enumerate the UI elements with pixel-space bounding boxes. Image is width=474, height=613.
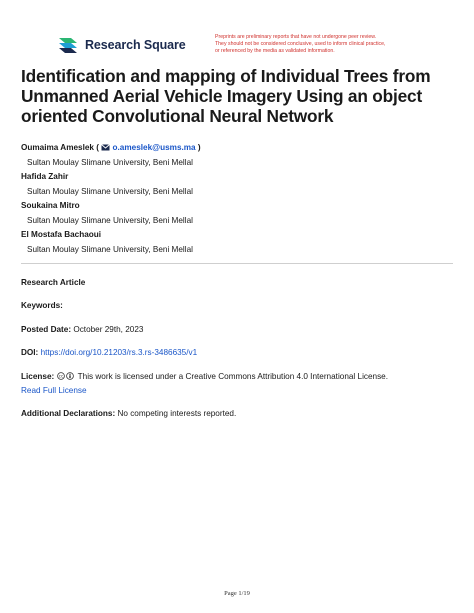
research-square-logo[interactable] <box>57 36 186 54</box>
section-divider <box>21 263 453 264</box>
attribution-icon <box>66 372 74 380</box>
declarations-label: Additional Declarations: <box>21 409 116 418</box>
doi-label: DOI: <box>21 348 39 357</box>
keywords-label: Keywords: <box>21 301 63 310</box>
declarations-value: No competing interests reported. <box>117 409 237 418</box>
author-list <box>21 141 201 257</box>
notice-line: Preprints are preliminary reports that have not undergone peer review. <box>215 34 377 40</box>
posted-date-row <box>21 325 143 334</box>
svg-text:cc: cc <box>58 373 63 379</box>
doi-link[interactable]: https://doi.org/10.21203/rs.3.rs-3486635/v1 <box>40 348 198 357</box>
author-name: Soukaina Mitro <box>21 201 80 210</box>
author-name: Hafida Zahir <box>21 172 69 181</box>
logo-text: Research Square <box>85 38 186 52</box>
author-affiliation: Sultan Moulay Slimane University, Beni Mellal <box>27 245 193 254</box>
mail-icon <box>101 144 110 151</box>
author-name: Oumaima Ameslek ( o.ameslek@usms.ma ) <box>21 143 201 152</box>
license-row <box>21 372 388 381</box>
cc-license-icon <box>57 372 74 380</box>
notice-line: or referenced by the media as validated information. <box>215 48 335 54</box>
cc-icon <box>57 372 65 380</box>
doi-row <box>21 348 197 357</box>
author-affiliation: Sultan Moulay Slimane University, Beni Mellal <box>27 216 193 225</box>
license-link-row <box>21 386 87 395</box>
posted-date-label: Posted Date: <box>21 325 72 334</box>
author-name-text: Oumaima Ameslek <box>21 143 94 152</box>
article-title: Identification and mapping of Individual Trees from Unmanned Aerial Vehicle Imagery Using an object oriented Convolutional Neural Network <box>21 66 431 126</box>
posted-date-value: October 29th, 2023 <box>73 325 144 334</box>
author-name: El Mostafa Bachaoui <box>21 230 102 239</box>
license-label: License: <box>21 372 55 381</box>
declarations-row <box>21 409 236 418</box>
keywords-row <box>21 301 63 310</box>
notice-line: They should not be considered conclusive, used to inform clinical practice, <box>215 41 386 47</box>
author-email-link[interactable]: o.ameslek@usms.ma <box>112 143 196 152</box>
research-square-logo-icon <box>57 36 79 54</box>
license-text: This work is licensed under a Creative Commons Attribution 4.0 International License. <box>77 372 389 381</box>
article-type <box>21 278 85 287</box>
author-affiliation: Sultan Moulay Slimane University, Beni Mellal <box>27 187 193 196</box>
article-type-label: Research Article <box>21 278 86 287</box>
author-affiliation: Sultan Moulay Slimane University, Beni Mellal <box>27 158 193 167</box>
page-number: Page 1/19 <box>224 590 250 597</box>
read-full-license-link[interactable]: Read Full License <box>21 386 87 395</box>
preprint-notice <box>215 34 430 55</box>
